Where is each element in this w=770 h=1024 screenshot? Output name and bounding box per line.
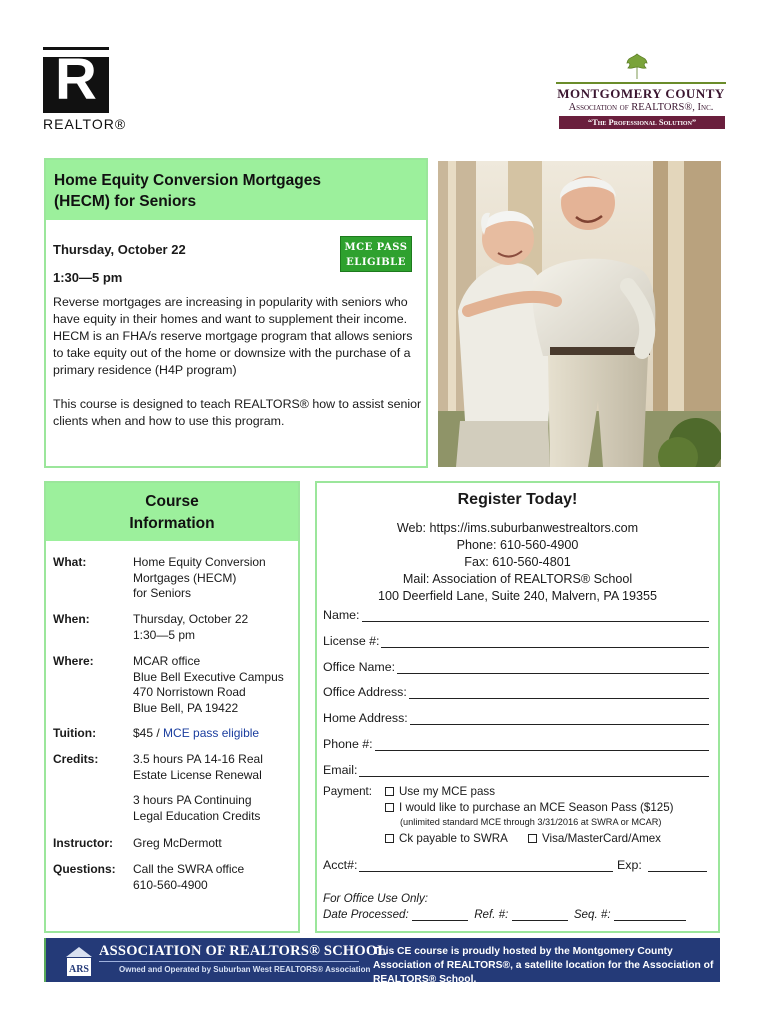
seq-label: Seq. #: [573, 908, 611, 921]
phone-label: Phone #: [323, 737, 373, 751]
home-address-field[interactable] [323, 709, 709, 725]
season-pass-note: (unlimited standard MCE through 3/31/2016 at SWRA or MCAR) [400, 817, 662, 827]
phone-field[interactable] [323, 735, 709, 751]
register-phone: Phone: 610-560-4900 [456, 538, 579, 552]
name-label: Name: [323, 608, 360, 622]
ref-label: Ref. #: [474, 908, 509, 921]
register-fax: Fax: 610-560-4801 [464, 555, 571, 569]
ars-logo [64, 945, 94, 977]
course-heading-line1: Course [145, 493, 199, 510]
realtor-logo [43, 47, 127, 132]
what-line: for Seniors [133, 586, 192, 600]
checkbox-icon[interactable] [385, 803, 394, 812]
card-option[interactable] [528, 832, 661, 845]
what-line: Mortgages (HECM) [133, 570, 237, 585]
office-name-label: Office Name: [323, 660, 396, 674]
mce-pass-badge [340, 236, 412, 272]
badge-line1: MCE PASS [344, 242, 408, 253]
event-purpose: This course is designed to teach REALTORS® how to assist senior clients when and how to use this program. [53, 397, 422, 428]
check-option-label: Ck payable to SWRA [399, 832, 508, 845]
where-label: Where: [53, 654, 94, 668]
credits-value [133, 752, 298, 824]
course-heading-line2: Information [129, 515, 215, 532]
when-line: Thursday, October 22 [133, 612, 249, 626]
register-title: Register Today! [457, 491, 578, 508]
when-label: When: [53, 612, 90, 626]
seniors-photo [438, 161, 721, 467]
leaf-icon [624, 52, 650, 80]
event-description: Reverse mortgages are increasing in popularity with seniors who have equity in their homes and want to supplement their income. HECM is an FHA/s reserve mortgage program that allows seniors to take equity out of the home or downsize with the purchase of a primary residence (H4P program) [53, 295, 413, 377]
credits-line: 3.5 hours PA 14-16 Real [133, 752, 263, 766]
badge-line2: ELIGIBLE [346, 257, 406, 268]
email-label: Email: [323, 763, 358, 777]
course-info-heading [46, 483, 298, 541]
mce-pass-option[interactable] [385, 785, 495, 798]
course-info-box [44, 481, 300, 933]
where-line: Blue Bell, PA 19422 [133, 700, 239, 715]
event-title-line2: (HECM) for Seniors [54, 193, 197, 210]
credits-label: Credits: [53, 752, 99, 766]
what-value [133, 555, 298, 602]
exp-label: Exp: [617, 858, 642, 872]
name-field[interactable] [323, 606, 709, 622]
office-name-field[interactable] [323, 658, 709, 674]
office-use-label: For Office Use Only: [323, 892, 429, 905]
office-use-row [323, 908, 709, 921]
event-box [44, 158, 428, 468]
credits-line: Estate License Renewal [133, 767, 262, 782]
tuition-price: $45 [133, 726, 154, 740]
instructor-value: Greg McDermott [133, 836, 222, 850]
mce-pass-option-label: Use my MCE pass [399, 785, 495, 798]
footer-message: This CE course is proudly hosted by the Montgomery County Association of REALTORS®, a satellite location for the Association of REALTORS® School. [373, 946, 714, 985]
questions-value [133, 862, 298, 893]
tuition-label: Tuition: [53, 726, 97, 740]
instructor-label: Instructor: [53, 836, 113, 850]
questions-phone: 610-560-4900 [133, 877, 208, 892]
register-mail: Mail: Association of REALTORS® School [402, 572, 633, 586]
season-pass-option-label: I would like to purchase an MCE Season Pass ($125) [399, 801, 674, 814]
when-line: 1:30—5 pm [133, 627, 196, 642]
mce-pass-link[interactable]: MCE pass eligible [163, 726, 260, 740]
what-label: What: [53, 555, 87, 569]
realtor-logo-letter: R [55, 47, 97, 112]
date-processed-label: Date Processed: [323, 908, 409, 921]
mcar-name: MONTGOMERY COUNTY [557, 86, 725, 101]
register-web-link[interactable]: Web: https://ims.suburbanwestrealtors.com [396, 521, 639, 535]
where-line: MCAR office [133, 654, 201, 668]
register-address: 100 Deerfield Lane, Suite 240, Malvern, PA 19355 [377, 589, 658, 603]
footer-banner [44, 938, 720, 985]
where-line: 470 Norristown Road [133, 685, 246, 699]
checkbox-icon[interactable] [385, 834, 394, 843]
mcar-subtitle: Association of REALTORS®, Inc. [568, 102, 714, 113]
event-title [46, 160, 426, 220]
event-time: 1:30—5 pm [53, 270, 123, 285]
register-contact [317, 520, 718, 605]
license-label: License #: [323, 634, 380, 648]
where-value [133, 654, 298, 716]
tuition-separator: / [153, 726, 164, 740]
email-field[interactable] [323, 761, 709, 777]
acct-label: Acct#: [323, 858, 358, 872]
check-option[interactable] [385, 832, 508, 845]
questions-label: Questions: [53, 862, 116, 876]
tuition-value [133, 726, 298, 742]
season-pass-option[interactable] [385, 801, 674, 814]
questions-line: Call the SWRA office [133, 862, 245, 876]
ars-title: ASSOCIATION OF REALTORS® SCHOOL [99, 943, 388, 959]
what-line: Home Equity Conversion [133, 555, 266, 569]
where-line: Blue Bell Executive Campus [133, 669, 284, 684]
payment-label: Payment: [323, 785, 372, 798]
when-value [133, 612, 298, 643]
credits-line: Legal Education Credits [133, 808, 261, 823]
credits-line: 3 hours PA Continuing [133, 793, 252, 807]
acct-field[interactable] [323, 856, 613, 872]
license-field[interactable] [323, 632, 709, 648]
exp-field[interactable] [617, 856, 707, 872]
home-address-label: Home Address: [323, 711, 408, 725]
event-title-line1: Home Equity Conversion Mortgages [54, 172, 321, 189]
ars-subtitle: Owned and Operated by Suburban West REALTORS® Association [119, 965, 371, 974]
mcar-logo [556, 52, 726, 132]
checkbox-icon[interactable] [528, 834, 537, 843]
register-box [315, 481, 720, 933]
office-address-label: Office Address: [323, 685, 407, 699]
mcar-tagline: “The Professional Solution” [559, 116, 725, 129]
event-date: Thursday, October 22 [53, 242, 186, 257]
office-address-field[interactable] [323, 683, 709, 699]
card-option-label: Visa/MasterCard/Amex [542, 832, 661, 845]
checkbox-icon[interactable] [385, 787, 394, 796]
realtor-logo-word: REALTOR® [43, 116, 127, 132]
ars-abbr: ARS [68, 964, 90, 975]
